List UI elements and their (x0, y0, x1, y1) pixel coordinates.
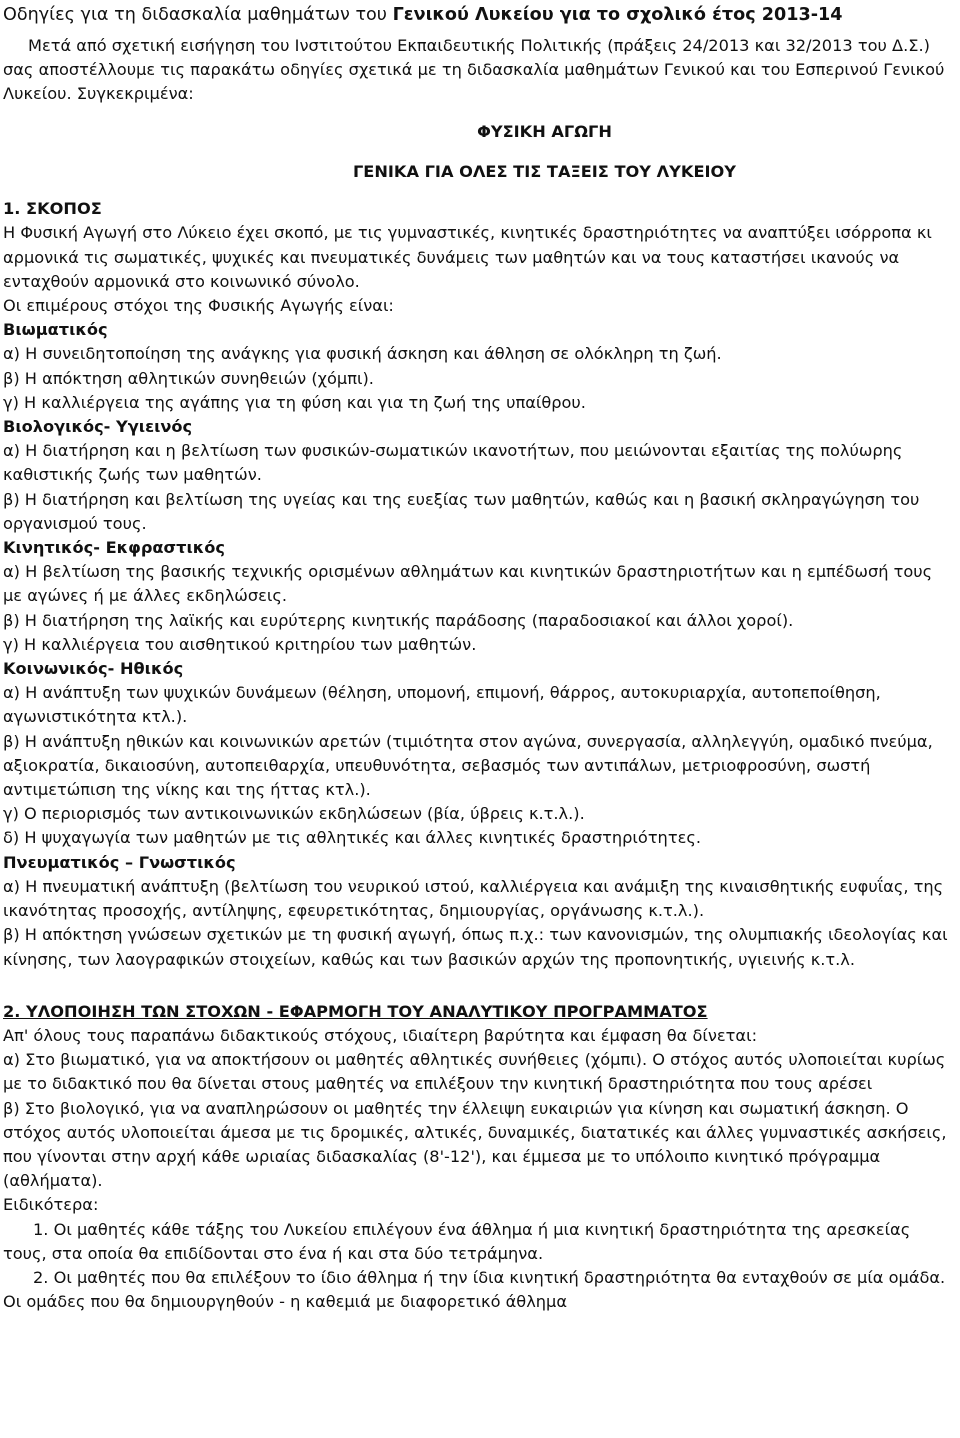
goal-group-heading: Βιωματικός (3, 320, 108, 340)
goal-item: β) Η απόκτηση αθλητικών συνηθειών (χόμπι). (3, 368, 374, 388)
goal-item: δ) Η ψυχαγωγία των μαθητών με τις αθλητικές και άλλες κινητικές δραστηριότητες. (3, 828, 701, 848)
numbered-item: 2. Οι μαθητές που θα επιλέξουν το ίδιο άθλημα ή την ίδια κινητική δραστηριότητα θα ενταχθούν σε μία ομάδα. Οι ομάδες που θα δημιουργηθούν - η καθεμιά με διαφορετικό άθλημα (3, 1267, 946, 1312)
document-title (3, 2, 956, 28)
goal-group-cognitive (3, 851, 956, 972)
goal-item: α) Η βελτίωση της βασικής τεχνικής ορισμένων αθλημάτων και κινητικών δραστηριοτήτων και η εμπέδωσή τους με αγώνες ή με άλλες εκδηλώσεις. (3, 562, 933, 606)
goal-item: β) Η ανάπτυξη ηθικών και κοινωνικών αρετών (τιμιότητα στον αγώνα, συνεργασία, αλληλεγγύη, ομαδικό πνεύμα, αξιοκρατία, δικαιοσύνη, αυτοπειθαρχία, υπευθυνότητα, σεβασμός των αντιπάλων, μετριοφροσύνη, σωστή αντιμετώπιση της νίκης και της ήττας κτλ.). (3, 731, 933, 800)
goal-group-heading: Βιολογικός- Υγιεινός (3, 417, 193, 437)
goal-group-heading: Κοινωνικός- Ηθικός (3, 659, 184, 679)
subject-title: ΦΥΣΙΚΗ ΑΓΩΓΗ (477, 121, 612, 141)
section2-heading: 2. ΥΛΟΠΟΙΗΣΗ ΤΩΝ ΣΤΟΧΩΝ - ΕΦΑΡΜΟΓΗ ΤΟΥ ΑΝΑΛΥΤΙΚΟΥ ΠΡΟΓΡΑΜΜΑΤΟΣ (3, 1001, 708, 1021)
section1-heading: 1. ΣΚΟΠΟΣ (3, 199, 102, 219)
goal-item: α) Η πνευματική ανάπτυξη (βελτίωση του νευρικού ιστού, καλλιέργεια και ανάμιξη της κιναισθητικής ευφυΐας, της ικανότητας προσοχής, αντίληψης, εφευρετικότητας, δημιουργίας, οργάνωσης κ.τ.λ.). (3, 876, 944, 921)
goal-item: γ) Ο περιορισμός των αντικοινωνικών εκδηλώσεων (βία, ύβρεις κ.τ.λ.). (3, 804, 585, 824)
section2-item-b: β) Στο βιολογικό, για να αναπληρώσουν οι μαθητές την έλλειψη ευκαιριών για κίνηση και σωματική άσκηση. Ο στόχος αυτός υλοποιείται άμεσα με τις δρομικές, αλτικές, δυναμικές, διατατικές και άλλες γυμναστικές ασκήσεις, που γίνονται στην αρχή κάθε ωριαίας διδασκαλίας (8'-12'), και έμμεσα με το υπόλοιπο κινητικό πρόγραμμα (αθλήματα). (3, 1098, 947, 1191)
section2-item-a: α) Στο βιωματικό, για να αποκτήσουν οι μαθητές αθλητικές συνήθειες (χόμπι). Ο στόχος αυτός υλοποιείται κυρίως με το διδακτικό που θα δίνεται στους μαθητές να επιλέξουν την κινητική δραστηριότητα που τους αρέσει (3, 1050, 946, 1094)
document-title-prefix: Οδηγίες για τη διδασκαλία μαθημάτων του (3, 5, 393, 25)
goals-intro: Οι επιμέρους στόχοι της Φυσικής Αγωγής είναι: (3, 296, 394, 316)
goal-item: γ) Η καλλιέργεια της αγάπης για τη φύση και για τη ζωή της υπαίθρου. (3, 392, 586, 412)
goal-item: β) Η απόκτηση γνώσεων σχετικών με τη φυσική αγωγή, όπως π.χ.: των κανονισμών, της ολυμπιακής ιδεολογίας και κίνησης, των λαογραφικών στοιχείων, καθώς και των βασικών αρχών της προπονητικής, υγιεινής κ.τ.λ. (3, 925, 948, 969)
goal-item: β) Η διατήρηση της λαϊκής και ευρύτερης κινητικής παράδοσης (παραδοσιακοί και άλλοι χοροί). (3, 610, 794, 630)
goal-item: γ) Η καλλιέργεια του αισθητικού κριτηρίου των μαθητών. (3, 634, 477, 654)
section2-intro: Απ' όλους τους παραπάνω διδακτικούς στόχους, ιδιαίτερη βαρύτητα και έμφαση θα δίνεται: (3, 1025, 758, 1045)
section1-paragraph: Η Φυσική Αγωγή στο Λύκειο έχει σκοπό, με τις γυμναστικές, κινητικές δραστηριότητες να αναπτύξει ισόρροπα κι αρμονικά τις σωματικές, ψυχικές και πνευματικές δυνάμεις των μαθητών και να τους καταστήσει ικανούς να ενταχθούν αρμονικά στο κοινωνικό σύνολο. (3, 223, 932, 291)
numbered-item: 1. Οι μαθητές κάθε τάξης του Λυκείου επιλέγουν ένα άθλημα ή μια κινητική δραστηριότητα της αρεσκείας τους, στα οποία θα επιδίδονται στο ένα ή και στα δύο τετράμηνα. (3, 1219, 911, 1263)
goal-item: β) Η διατήρηση και βελτίωση της υγείας και της ευεξίας των μαθητών, καθώς και η βασική σκληραγώγηση του οργανισμού τους. (3, 489, 920, 533)
subject-subtitle: ΓΕΝΙΚΑ ΓΙΑ ΟΛΕΣ ΤΙΣ ΤΑΞΕΙΣ ΤΟΥ ΛΥΚΕΙΟΥ (352, 162, 737, 181)
goal-group-social (3, 657, 956, 851)
goal-group-heading: Κινητικός- Εκφραστικός (3, 538, 226, 558)
document-title-bold: Γενικού Λυκείου για το σχολικό έτος 2013-14 (392, 5, 843, 25)
goal-group-experiential (3, 318, 956, 415)
specifically-label: Ειδικότερα: (3, 1195, 99, 1215)
goal-item: α) Η διατήρηση και η βελτίωση των φυσικών-σωματικών ικανοτήτων, που μειώνονται εξαιτίας της πολύωρης καθιστικής ζωής των μαθητών. (3, 441, 903, 485)
goal-group-heading: Πνευματικός – Γνωστικός (3, 852, 236, 872)
goal-group-kinetic (3, 536, 956, 657)
intro-paragraph: Μετά από σχετική εισήγηση του Ινστιτούτου Εκπαιδευτικής Πολιτικής (πράξεις 24/2013 και 32/2013 του Δ.Σ.) σας αποστέλλουμε τις παρακάτω οδηγίες σχετικά με τη διδασκαλία μαθημάτων Γενικού και του Εσπερινού Γενικού Λυκείου. Συγκεκριμένα: (3, 36, 945, 104)
goal-group-biological (3, 415, 956, 536)
goal-item: α) Η συνειδητοποίηση της ανάγκης για φυσική άσκηση και άθληση σε ολόκληρη τη ζωή. (3, 344, 722, 364)
goal-item: α) Η ανάπτυξη των ψυχικών δυνάμεων (θέληση, υπομονή, επιμονή, θάρρος, αυτοκυριαρχία, αυτοπεποίθηση, αγωνιστικότητα κτλ.). (3, 683, 881, 727)
